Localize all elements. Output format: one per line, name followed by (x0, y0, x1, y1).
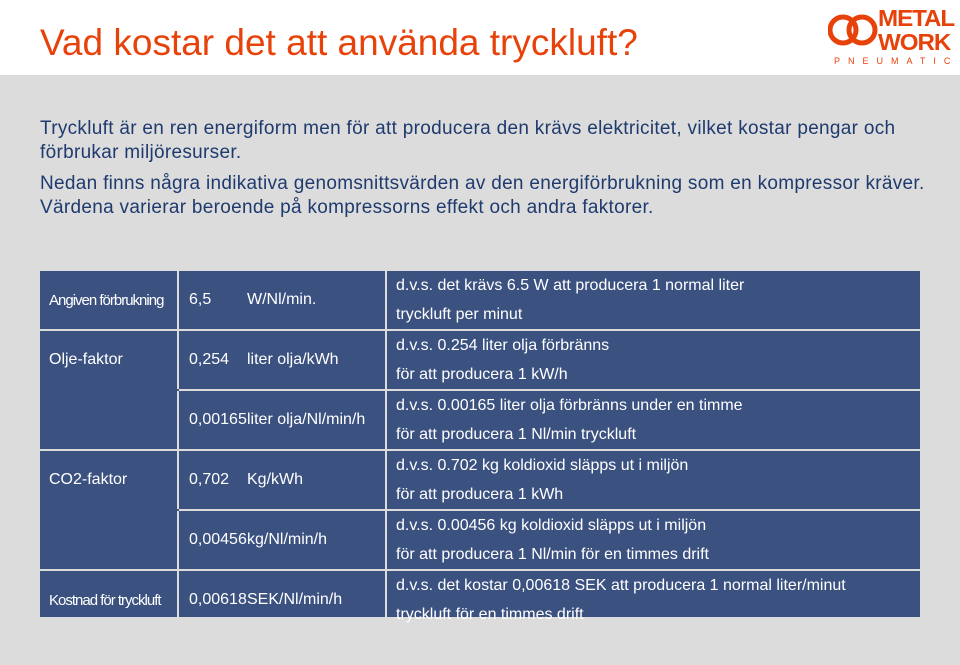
logo-wordmark (878, 6, 954, 54)
table-row (40, 390, 920, 450)
energy-table-grid (40, 271, 920, 629)
table-row (40, 271, 920, 330)
row-description-line-2: för att producera 1 Nl/min tryckluft (396, 426, 637, 443)
row-description-line-2: tryckluft för en timmes drift (396, 606, 584, 623)
intro-paragraph-1: Tryckluft är en ren energiform men för att producera den krävs elektricitet, vilket kostar pengar och förbrukar miljöresurser. (40, 118, 896, 163)
logo-text-metal: METAL (878, 5, 955, 31)
intro-paragraph-2: Nedan finns några indikativa genomsnittsvärden av den energiförbrukning som en kompressor kräver. Värdena varierar beroende på kompressorns effekt och andra faktorer. (40, 173, 925, 218)
row-value: 6,5 (178, 271, 247, 330)
row-value: 0,00456 (178, 510, 247, 570)
table-row (40, 570, 920, 629)
energy-table (40, 271, 920, 623)
row-value: 0,254 (178, 330, 247, 390)
row-description (386, 271, 920, 330)
row-description-line-2: för att producera 1 kWh (396, 486, 564, 503)
company-logo (828, 5, 959, 70)
row-description-line-1: d.v.s. det kostar 0,00618 SEK att producera 1 normal liter/minut (396, 577, 846, 594)
row-unit: Kg/kWh (247, 450, 386, 510)
row-description-line-2: för att producera 1 kW/h (396, 366, 568, 383)
row-description-line-1: d.v.s. 0.702 kg koldioxid släpps ut i miljön (396, 457, 689, 474)
row-unit: liter olja/kWh (247, 330, 386, 390)
row-description-line-1: d.v.s. 0.00456 kg koldioxid släpps ut i miljön (396, 517, 707, 534)
row-unit: W/Nl/min. (247, 271, 386, 330)
row-value: 0,00618 (189, 591, 247, 608)
row-description-line-1: d.v.s. 0.254 liter olja förbränns (396, 337, 610, 354)
row-unit: kg/Nl/min/h (247, 510, 386, 570)
page-title: Vad kostar det att använda tryckluft? (40, 22, 638, 63)
row-label: CO2-faktor (40, 450, 178, 510)
row-description (386, 330, 920, 390)
row-description (386, 570, 920, 629)
row-label: Angiven förbrukning (40, 271, 178, 330)
row-description (386, 450, 920, 510)
row-label (40, 390, 178, 450)
row-description-line-1: d.v.s. 0.00165 liter olja förbränns under en timme (396, 397, 743, 414)
table-row (40, 330, 920, 390)
row-label: Kostnad för tryckluft (40, 570, 178, 629)
row-value: 0,00165 (178, 390, 247, 450)
row-description-line-1: d.v.s. det krävs 6.5 W att producera 1 normal liter (396, 277, 745, 294)
slide-content (0, 75, 960, 665)
row-label (40, 510, 178, 570)
row-unit: liter olja/Nl/min/h (247, 390, 386, 450)
table-row (40, 450, 920, 510)
logo-rings-icon (828, 8, 878, 54)
row-description-line-2: för att producera 1 Nl/min för en timmes drift (396, 546, 709, 563)
table-row (40, 510, 920, 570)
row-description (386, 510, 920, 570)
logo-subtitle: PNEUMATIC (834, 56, 959, 66)
logo-text-work: WORK (878, 29, 951, 55)
row-description-line-2: tryckluft per minut (396, 306, 523, 323)
row-unit: SEK/Nl/min/h (247, 570, 386, 629)
row-label: Olje-faktor (40, 330, 178, 390)
row-value: 0,702 (178, 450, 247, 510)
header-bar (0, 0, 960, 75)
row-description (386, 390, 920, 450)
